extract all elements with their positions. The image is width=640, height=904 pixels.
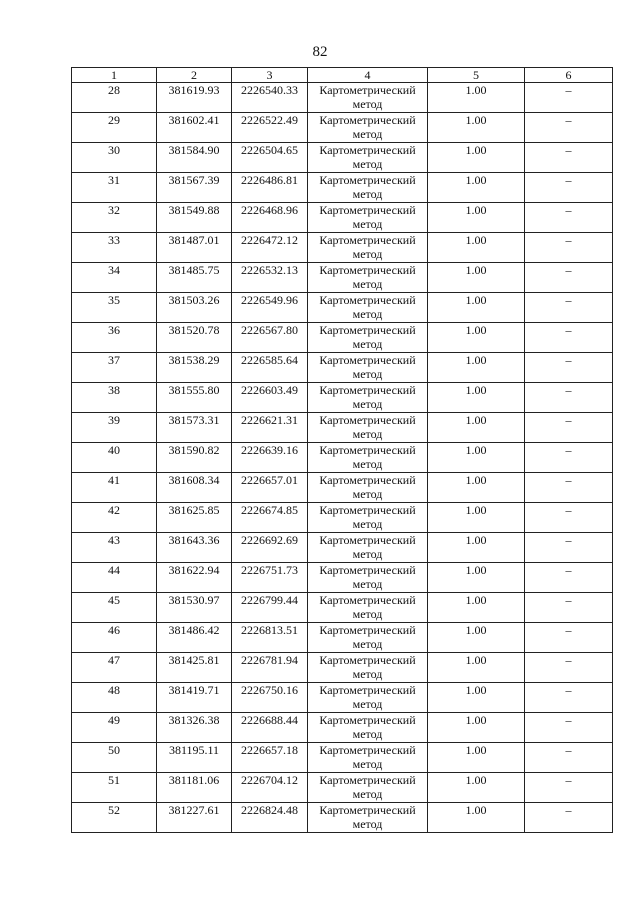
x-coordinate-cell: 381530.97 <box>157 593 232 623</box>
point-number-cell: 33 <box>72 233 157 263</box>
point-number-cell: 30 <box>72 143 157 173</box>
method-line-2: метод <box>352 277 383 291</box>
precision-cell: 1.00 <box>428 263 525 293</box>
note-cell: – <box>525 173 613 203</box>
x-coordinate-cell: 381573.31 <box>157 413 232 443</box>
point-number-cell: 42 <box>72 503 157 533</box>
method-line-2: метод <box>352 217 383 231</box>
note-cell: – <box>525 233 613 263</box>
method-line-1: Картометрический <box>319 143 416 157</box>
method-cell <box>308 233 428 263</box>
table-row <box>72 173 613 203</box>
y-coordinate-cell: 2226657.18 <box>232 743 308 773</box>
table-row <box>72 713 613 743</box>
column-header-2: 2 <box>157 68 232 83</box>
precision-cell: 1.00 <box>428 233 525 263</box>
column-header-3: 3 <box>232 68 308 83</box>
y-coordinate-cell: 2226486.81 <box>232 173 308 203</box>
x-coordinate-cell: 381195.11 <box>157 743 232 773</box>
note-cell: – <box>525 593 613 623</box>
y-coordinate-cell: 2226540.33 <box>232 83 308 113</box>
note-cell: – <box>525 803 613 833</box>
note-cell: – <box>525 203 613 233</box>
point-number-cell: 34 <box>72 263 157 293</box>
method-cell <box>308 263 428 293</box>
note-cell: – <box>525 113 613 143</box>
method-cell <box>308 743 428 773</box>
precision-cell: 1.00 <box>428 413 525 443</box>
x-coordinate-cell: 381619.93 <box>157 83 232 113</box>
method-cell <box>308 593 428 623</box>
point-number-cell: 51 <box>72 773 157 803</box>
method-cell <box>308 623 428 653</box>
x-coordinate-cell: 381555.80 <box>157 383 232 413</box>
note-cell: – <box>525 623 613 653</box>
method-cell <box>308 113 428 143</box>
point-number-cell: 52 <box>72 803 157 833</box>
precision-cell: 1.00 <box>428 383 525 413</box>
y-coordinate-cell: 2226692.69 <box>232 533 308 563</box>
method-line-2: метод <box>352 427 383 441</box>
method-cell <box>308 803 428 833</box>
note-cell: – <box>525 323 613 353</box>
precision-cell: 1.00 <box>428 473 525 503</box>
table-row <box>72 743 613 773</box>
note-cell: – <box>525 773 613 803</box>
y-coordinate-cell: 2226704.12 <box>232 773 308 803</box>
y-coordinate-cell: 2226603.49 <box>232 383 308 413</box>
x-coordinate-cell: 381622.94 <box>157 563 232 593</box>
note-cell: – <box>525 143 613 173</box>
method-line-1: Картометрический <box>319 593 416 607</box>
x-coordinate-cell: 381520.78 <box>157 323 232 353</box>
x-coordinate-cell: 381227.61 <box>157 803 232 833</box>
note-cell: – <box>525 563 613 593</box>
table-row <box>72 563 613 593</box>
method-line-2: метод <box>352 307 383 321</box>
method-line-2: метод <box>352 577 383 591</box>
method-line-2: метод <box>352 397 383 411</box>
x-coordinate-cell: 381419.71 <box>157 683 232 713</box>
method-line-1: Картометрический <box>319 683 416 697</box>
x-coordinate-cell: 381625.85 <box>157 503 232 533</box>
point-number-cell: 37 <box>72 353 157 383</box>
note-cell: – <box>525 413 613 443</box>
point-number-cell: 49 <box>72 713 157 743</box>
column-header-4: 4 <box>308 68 428 83</box>
method-cell <box>308 533 428 563</box>
point-number-cell: 39 <box>72 413 157 443</box>
method-line-1: Картометрический <box>319 113 416 127</box>
table-row <box>72 803 613 833</box>
x-coordinate-cell: 381538.29 <box>157 353 232 383</box>
table-row <box>72 653 613 683</box>
y-coordinate-cell: 2226688.44 <box>232 713 308 743</box>
column-header-1: 1 <box>72 68 157 83</box>
method-cell <box>308 293 428 323</box>
x-coordinate-cell: 381584.90 <box>157 143 232 173</box>
precision-cell: 1.00 <box>428 143 525 173</box>
table-row <box>72 263 613 293</box>
table-row <box>72 683 613 713</box>
method-line-1: Картометрический <box>319 473 416 487</box>
precision-cell: 1.00 <box>428 503 525 533</box>
method-cell <box>308 773 428 803</box>
x-coordinate-cell: 381602.41 <box>157 113 232 143</box>
note-cell: – <box>525 443 613 473</box>
table-body <box>72 83 613 833</box>
method-line-2: метод <box>352 757 383 771</box>
y-coordinate-cell: 2226750.16 <box>232 683 308 713</box>
y-coordinate-cell: 2226522.49 <box>232 113 308 143</box>
method-line-2: метод <box>352 517 383 531</box>
table-row <box>72 593 613 623</box>
point-number-cell: 35 <box>72 293 157 323</box>
method-line-2: метод <box>352 457 383 471</box>
method-line-2: метод <box>352 667 383 681</box>
method-cell <box>308 683 428 713</box>
coordinates-table <box>71 67 613 833</box>
point-number-cell: 45 <box>72 593 157 623</box>
method-line-2: метод <box>352 127 383 141</box>
y-coordinate-cell: 2226549.96 <box>232 293 308 323</box>
precision-cell: 1.00 <box>428 593 525 623</box>
method-cell <box>308 83 428 113</box>
method-line-1: Картометрический <box>319 323 416 337</box>
point-number-cell: 44 <box>72 563 157 593</box>
method-line-2: метод <box>352 157 383 171</box>
method-cell <box>308 443 428 473</box>
y-coordinate-cell: 2226567.80 <box>232 323 308 353</box>
method-line-1: Картометрический <box>319 263 416 277</box>
y-coordinate-cell: 2226674.85 <box>232 503 308 533</box>
table-row <box>72 323 613 353</box>
note-cell: – <box>525 383 613 413</box>
point-number-cell: 32 <box>72 203 157 233</box>
method-line-1: Картометрический <box>319 533 416 547</box>
point-number-cell: 40 <box>72 443 157 473</box>
precision-cell: 1.00 <box>428 563 525 593</box>
note-cell: – <box>525 653 613 683</box>
point-number-cell: 29 <box>72 113 157 143</box>
table-row <box>72 473 613 503</box>
precision-cell: 1.00 <box>428 683 525 713</box>
precision-cell: 1.00 <box>428 173 525 203</box>
method-line-1: Картометрический <box>319 773 416 787</box>
method-cell <box>308 203 428 233</box>
method-line-1: Картометрический <box>319 713 416 727</box>
note-cell: – <box>525 83 613 113</box>
x-coordinate-cell: 381643.36 <box>157 533 232 563</box>
note-cell: – <box>525 683 613 713</box>
x-coordinate-cell: 381567.39 <box>157 173 232 203</box>
x-coordinate-cell: 381549.88 <box>157 203 232 233</box>
y-coordinate-cell: 2226621.31 <box>232 413 308 443</box>
point-number-cell: 48 <box>72 683 157 713</box>
point-number-cell: 31 <box>72 173 157 203</box>
method-line-2: метод <box>352 187 383 201</box>
point-number-cell: 47 <box>72 653 157 683</box>
method-line-1: Картометрический <box>319 653 416 667</box>
table-row <box>72 773 613 803</box>
table-header-row <box>72 68 613 83</box>
point-number-cell: 50 <box>72 743 157 773</box>
y-coordinate-cell: 2226799.44 <box>232 593 308 623</box>
precision-cell: 1.00 <box>428 713 525 743</box>
table-row <box>72 143 613 173</box>
y-coordinate-cell: 2226657.01 <box>232 473 308 503</box>
method-cell <box>308 173 428 203</box>
precision-cell: 1.00 <box>428 83 525 113</box>
page-number: 82 <box>312 44 328 60</box>
table-row <box>72 293 613 323</box>
table-row <box>72 383 613 413</box>
precision-cell: 1.00 <box>428 353 525 383</box>
y-coordinate-cell: 2226751.73 <box>232 563 308 593</box>
method-line-1: Картометрический <box>319 83 416 97</box>
y-coordinate-cell: 2226468.96 <box>232 203 308 233</box>
precision-cell: 1.00 <box>428 743 525 773</box>
x-coordinate-cell: 381425.81 <box>157 653 232 683</box>
column-header-6: 6 <box>525 68 613 83</box>
method-line-2: метод <box>352 97 383 111</box>
precision-cell: 1.00 <box>428 203 525 233</box>
table-row <box>72 623 613 653</box>
method-cell <box>308 653 428 683</box>
method-line-2: метод <box>352 337 383 351</box>
method-cell <box>308 503 428 533</box>
method-line-2: метод <box>352 787 383 801</box>
precision-cell: 1.00 <box>428 803 525 833</box>
method-line-1: Картометрический <box>319 563 416 577</box>
method-line-1: Картометрический <box>319 743 416 757</box>
method-line-2: метод <box>352 727 383 741</box>
precision-cell: 1.00 <box>428 773 525 803</box>
y-coordinate-cell: 2226472.12 <box>232 233 308 263</box>
method-line-1: Картометрический <box>319 383 416 397</box>
method-cell <box>308 383 428 413</box>
method-line-1: Картометрический <box>319 353 416 367</box>
note-cell: – <box>525 713 613 743</box>
method-cell <box>308 563 428 593</box>
y-coordinate-cell: 2226639.16 <box>232 443 308 473</box>
table-row <box>72 503 613 533</box>
method-cell <box>308 143 428 173</box>
x-coordinate-cell: 381486.42 <box>157 623 232 653</box>
table-row <box>72 203 613 233</box>
method-line-1: Картометрический <box>319 803 416 817</box>
x-coordinate-cell: 381590.82 <box>157 443 232 473</box>
x-coordinate-cell: 381503.26 <box>157 293 232 323</box>
precision-cell: 1.00 <box>428 293 525 323</box>
precision-cell: 1.00 <box>428 113 525 143</box>
method-line-2: метод <box>352 607 383 621</box>
point-number-cell: 36 <box>72 323 157 353</box>
point-number-cell: 41 <box>72 473 157 503</box>
method-line-2: метод <box>352 547 383 561</box>
table-row <box>72 533 613 563</box>
method-line-2: метод <box>352 487 383 501</box>
method-line-1: Картометрический <box>319 233 416 247</box>
x-coordinate-cell: 381608.34 <box>157 473 232 503</box>
table-row <box>72 233 613 263</box>
table-row <box>72 83 613 113</box>
method-line-1: Картометрический <box>319 443 416 457</box>
precision-cell: 1.00 <box>428 623 525 653</box>
method-cell <box>308 323 428 353</box>
precision-cell: 1.00 <box>428 443 525 473</box>
note-cell: – <box>525 353 613 383</box>
method-line-2: метод <box>352 817 383 831</box>
method-line-1: Картометрический <box>319 503 416 517</box>
y-coordinate-cell: 2226824.48 <box>232 803 308 833</box>
x-coordinate-cell: 381181.06 <box>157 773 232 803</box>
method-line-1: Картометрический <box>319 173 416 187</box>
y-coordinate-cell: 2226781.94 <box>232 653 308 683</box>
column-header-5: 5 <box>428 68 525 83</box>
method-cell <box>308 413 428 443</box>
x-coordinate-cell: 381487.01 <box>157 233 232 263</box>
method-cell <box>308 473 428 503</box>
method-cell <box>308 353 428 383</box>
method-line-1: Картометрический <box>319 413 416 427</box>
table-row <box>72 353 613 383</box>
point-number-cell: 28 <box>72 83 157 113</box>
precision-cell: 1.00 <box>428 653 525 683</box>
y-coordinate-cell: 2226504.65 <box>232 143 308 173</box>
point-number-cell: 43 <box>72 533 157 563</box>
method-line-2: метод <box>352 637 383 651</box>
note-cell: – <box>525 743 613 773</box>
note-cell: – <box>525 473 613 503</box>
table-row <box>72 443 613 473</box>
method-cell <box>308 713 428 743</box>
x-coordinate-cell: 381485.75 <box>157 263 232 293</box>
table-row <box>72 413 613 443</box>
note-cell: – <box>525 263 613 293</box>
note-cell: – <box>525 503 613 533</box>
precision-cell: 1.00 <box>428 533 525 563</box>
y-coordinate-cell: 2226585.64 <box>232 353 308 383</box>
note-cell: – <box>525 293 613 323</box>
method-line-2: метод <box>352 697 383 711</box>
y-coordinate-cell: 2226532.13 <box>232 263 308 293</box>
method-line-2: метод <box>352 247 383 261</box>
method-line-1: Картометрический <box>319 203 416 217</box>
point-number-cell: 46 <box>72 623 157 653</box>
point-number-cell: 38 <box>72 383 157 413</box>
y-coordinate-cell: 2226813.51 <box>232 623 308 653</box>
method-line-2: метод <box>352 367 383 381</box>
x-coordinate-cell: 381326.38 <box>157 713 232 743</box>
precision-cell: 1.00 <box>428 323 525 353</box>
table-row <box>72 113 613 143</box>
note-cell: – <box>525 533 613 563</box>
method-line-1: Картометрический <box>319 293 416 307</box>
method-line-1: Картометрический <box>319 623 416 637</box>
